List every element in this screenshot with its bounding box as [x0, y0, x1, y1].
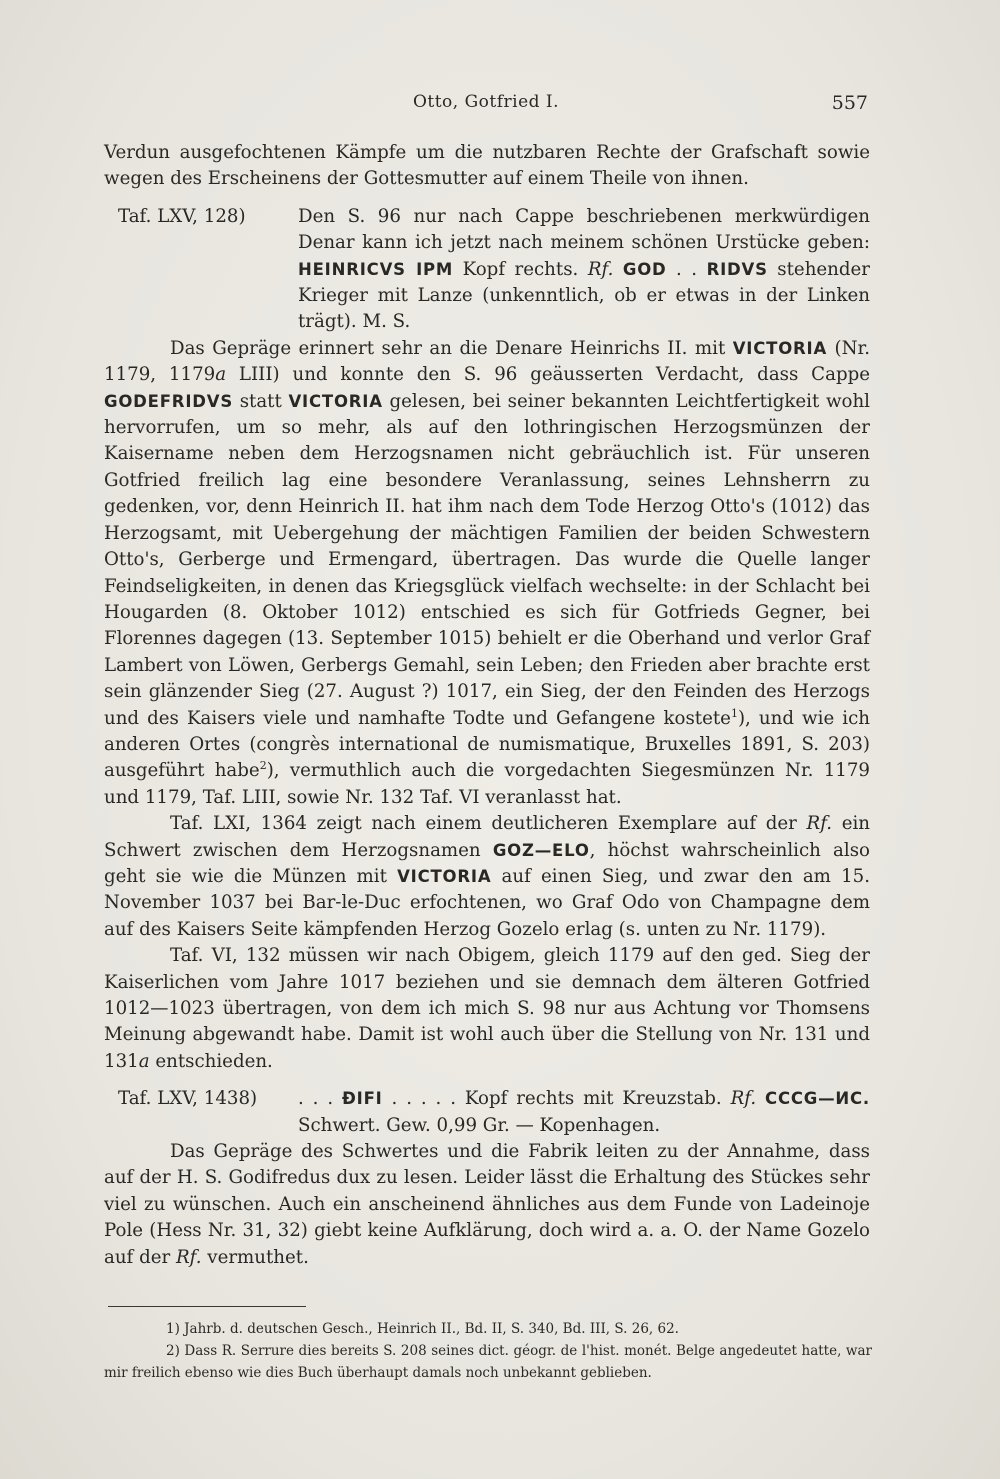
footnote-marker[interactable]: 1 [730, 706, 738, 720]
footnote-2: 2) Dass R. Serrure dies bereits S. 208 seines dict. géogr. de l'hist. monét. Belge angedeutet hatte, war mir freilich ebenso wie dies Buch überhaupt damals noch unbekannt geblieben. [104, 1343, 872, 1381]
coin-legend: VICTORIA [397, 866, 492, 886]
text: entschieden. [149, 1050, 273, 1072]
variant-letter: a [138, 1050, 150, 1072]
text: Das Gepräge erinnert sehr an die Denare Heinrichs II. mit [170, 337, 733, 359]
text: gelesen, bei seiner bekannten Leichtfertigkeit wohl hervorrufen, um so mehr, als auf den lothringischen Herzogsmünzen der Kaisername neben dem Herzogsnamen nicht gebräuchlich ist. Für unseren Gotfried freilich lag eine besondere Veranlassung, seines Lehnsherrn zu gedenken, vor, denn Heinrich II. hat ihm nach dem Tode Herzog Otto's (1012) das Herzogsamt, mit Uebergehung der mächtigen Familien der beiden Schwestern Otto's, Gerberge und Ermengard, übertragen. Das wurde die Quelle langer Feindseligkeiten, in denen das Kriegsglück vielfach wechselte: in der Schlacht bei Hougarden (8. Oktober 1012) entschied es sich für Gotfrieds Gegner, bei Florennes dagegen (13. September 1015) behielt er die Oberhand und verlor Graf Lambert von Löwen, Gerbergs Gemahl, sein Leben; den Frieden aber brachte erst sein glänzender Sieg (27. August ?) 1017, ein Sieg, der den Feinden des Herzogs und des Kaisers viele und namhafte Todte und Gefangene kostete [104, 390, 870, 729]
coin-legend-obverse: HEINRICVS IPM [298, 259, 454, 279]
text: ), vermuthlich auch die vorgedachten Siegesmünzen Nr. 1179 und 1179, Taf. LIII, sowie Nr. 132 Taf. VI veranlasst hat. [104, 760, 870, 808]
coin-legend-obverse: ÐIFI [342, 1089, 383, 1109]
text [756, 1088, 765, 1109]
footnote-divider [108, 1306, 306, 1307]
legend-gap: . . [666, 258, 707, 280]
body-text [104, 140, 870, 1271]
paragraph-2 [104, 336, 870, 811]
text: Taf. LXI, 1364 zeigt nach einem deutlicheren Exemplare auf der [170, 813, 807, 835]
entry-text: stehender Krieger mit Lanze (unkenntlich, ob er etwas in der Linken trägt). M. S. [298, 258, 870, 333]
text: Schwert. Gew. 0,99 Gr. — Kopenhagen. [298, 1114, 661, 1136]
plate-reference: Taf. LXV, 128) [118, 205, 246, 227]
text: Taf. VI, 132 müssen wir nach Obigem, gleich 1179 auf den ged. Sieg der Kaiserlichen vom Jahre 1017 beziehen und sie demnach dem älteren Gotfried 1012—1023 übertragen, von dem ich mich S. 98 nur aus Achtung vor Thomsens Meinung abgewandt habe. Damit ist wohl auch über die Stellung von Nr. 131 und 131 [104, 945, 870, 1072]
coin-legend-reverse: RIDVS [706, 259, 768, 279]
plate-entry-1438 [104, 1086, 870, 1139]
text: ein Schwert zwischen dem Herzogsnamen [104, 813, 870, 861]
page-header [104, 92, 868, 118]
footnotes [104, 1318, 872, 1384]
coin-legend-reverse: GOD [622, 259, 667, 279]
plate-description [298, 1086, 870, 1139]
reverse-abbrev: Rf. [730, 1088, 757, 1110]
paragraph-5 [104, 1139, 870, 1271]
coin-legend: GODEFRIDVS [104, 391, 234, 411]
text: LIII) und konnte den S. 96 geäusserten Verdacht, dass Cappe [226, 364, 870, 386]
reverse-abbrev: Rf. [175, 1246, 202, 1268]
reverse-abbrev: Rf. [587, 258, 614, 280]
paragraph-1: Verdun ausgefochtenen Kämpfe um die nutzbaren Rechte der Grafschaft sowie wegen des Erscheinens der Gottesmutter auf einem Theile von ihnen. [104, 142, 870, 190]
entry-text: Kopf rechts. [453, 258, 588, 280]
paragraph-3 [104, 811, 870, 943]
paragraph-4 [104, 943, 870, 1075]
footnote-1: 1) Jahrb. d. deutschen Gesch., Heinrich II., Bd. II, S. 340, Bd. III, S. 26, 62. [166, 1321, 679, 1337]
text: . . . [298, 1088, 343, 1110]
text: ), und wie ich anderen Ortes (congrès international de numismatique, Bruxelles 1891, S. 203) ausgeführt habe [104, 707, 871, 782]
text: vermuthet. [201, 1246, 309, 1268]
text: Das Gepräge des Schwertes und die Fabrik leiten zu der Annahme, dass auf der H. S. Godifredus dux zu lesen. Leider lässt die Erhaltung des Stückes sehr viel zu wünschen. Auch ein anscheinend ähnliches aus dem Funde von Ladeinoje Pole (Hess Nr. 31, 32) giebt keine Aufklärung, doch wird a. a. O. der Name Gozelo auf der [104, 1141, 870, 1268]
coin-legend: GOZ—ELO [492, 840, 590, 860]
text: , höchst wahrscheinlich also geht sie wie die Münzen mit [104, 839, 870, 887]
plate-reference: Taf. LXV, 1438) [118, 1088, 258, 1110]
text: . . . . . Kopf rechts mit Kreuzstab. [382, 1088, 731, 1110]
text: auf einen Sieg, und zwar den am 15. November 1037 bei Bar-le-Duc erfochtenen, wo Graf Odo von Champagne dem auf des Kaisers Seite kämpfenden Herzog Gozelo erlag (s. unten zu Nr. 1179). [104, 865, 870, 940]
text: (Nr. 1179, 1179 [104, 337, 870, 386]
variant-letter: a [215, 364, 227, 386]
entry-text: Den S. 96 nur nach Cappe beschriebenen merkwürdigen Denar kann ich jetzt nach meinem schönen Urstücke geben: [298, 205, 870, 254]
coin-legend-reverse: CCCG—ИC. [765, 1089, 870, 1109]
page-number: 557 [831, 92, 868, 114]
footnote-marker[interactable]: 2 [259, 759, 267, 773]
coin-legend: VICTORIA [288, 391, 383, 411]
plate-entry-128 [104, 204, 870, 336]
running-head: Otto, Gotfried I. [412, 92, 560, 112]
text: statt [233, 390, 289, 412]
coin-legend: VICTORIA [732, 338, 828, 358]
plate-description [298, 204, 870, 336]
reverse-abbrev: Rf. [806, 813, 833, 835]
